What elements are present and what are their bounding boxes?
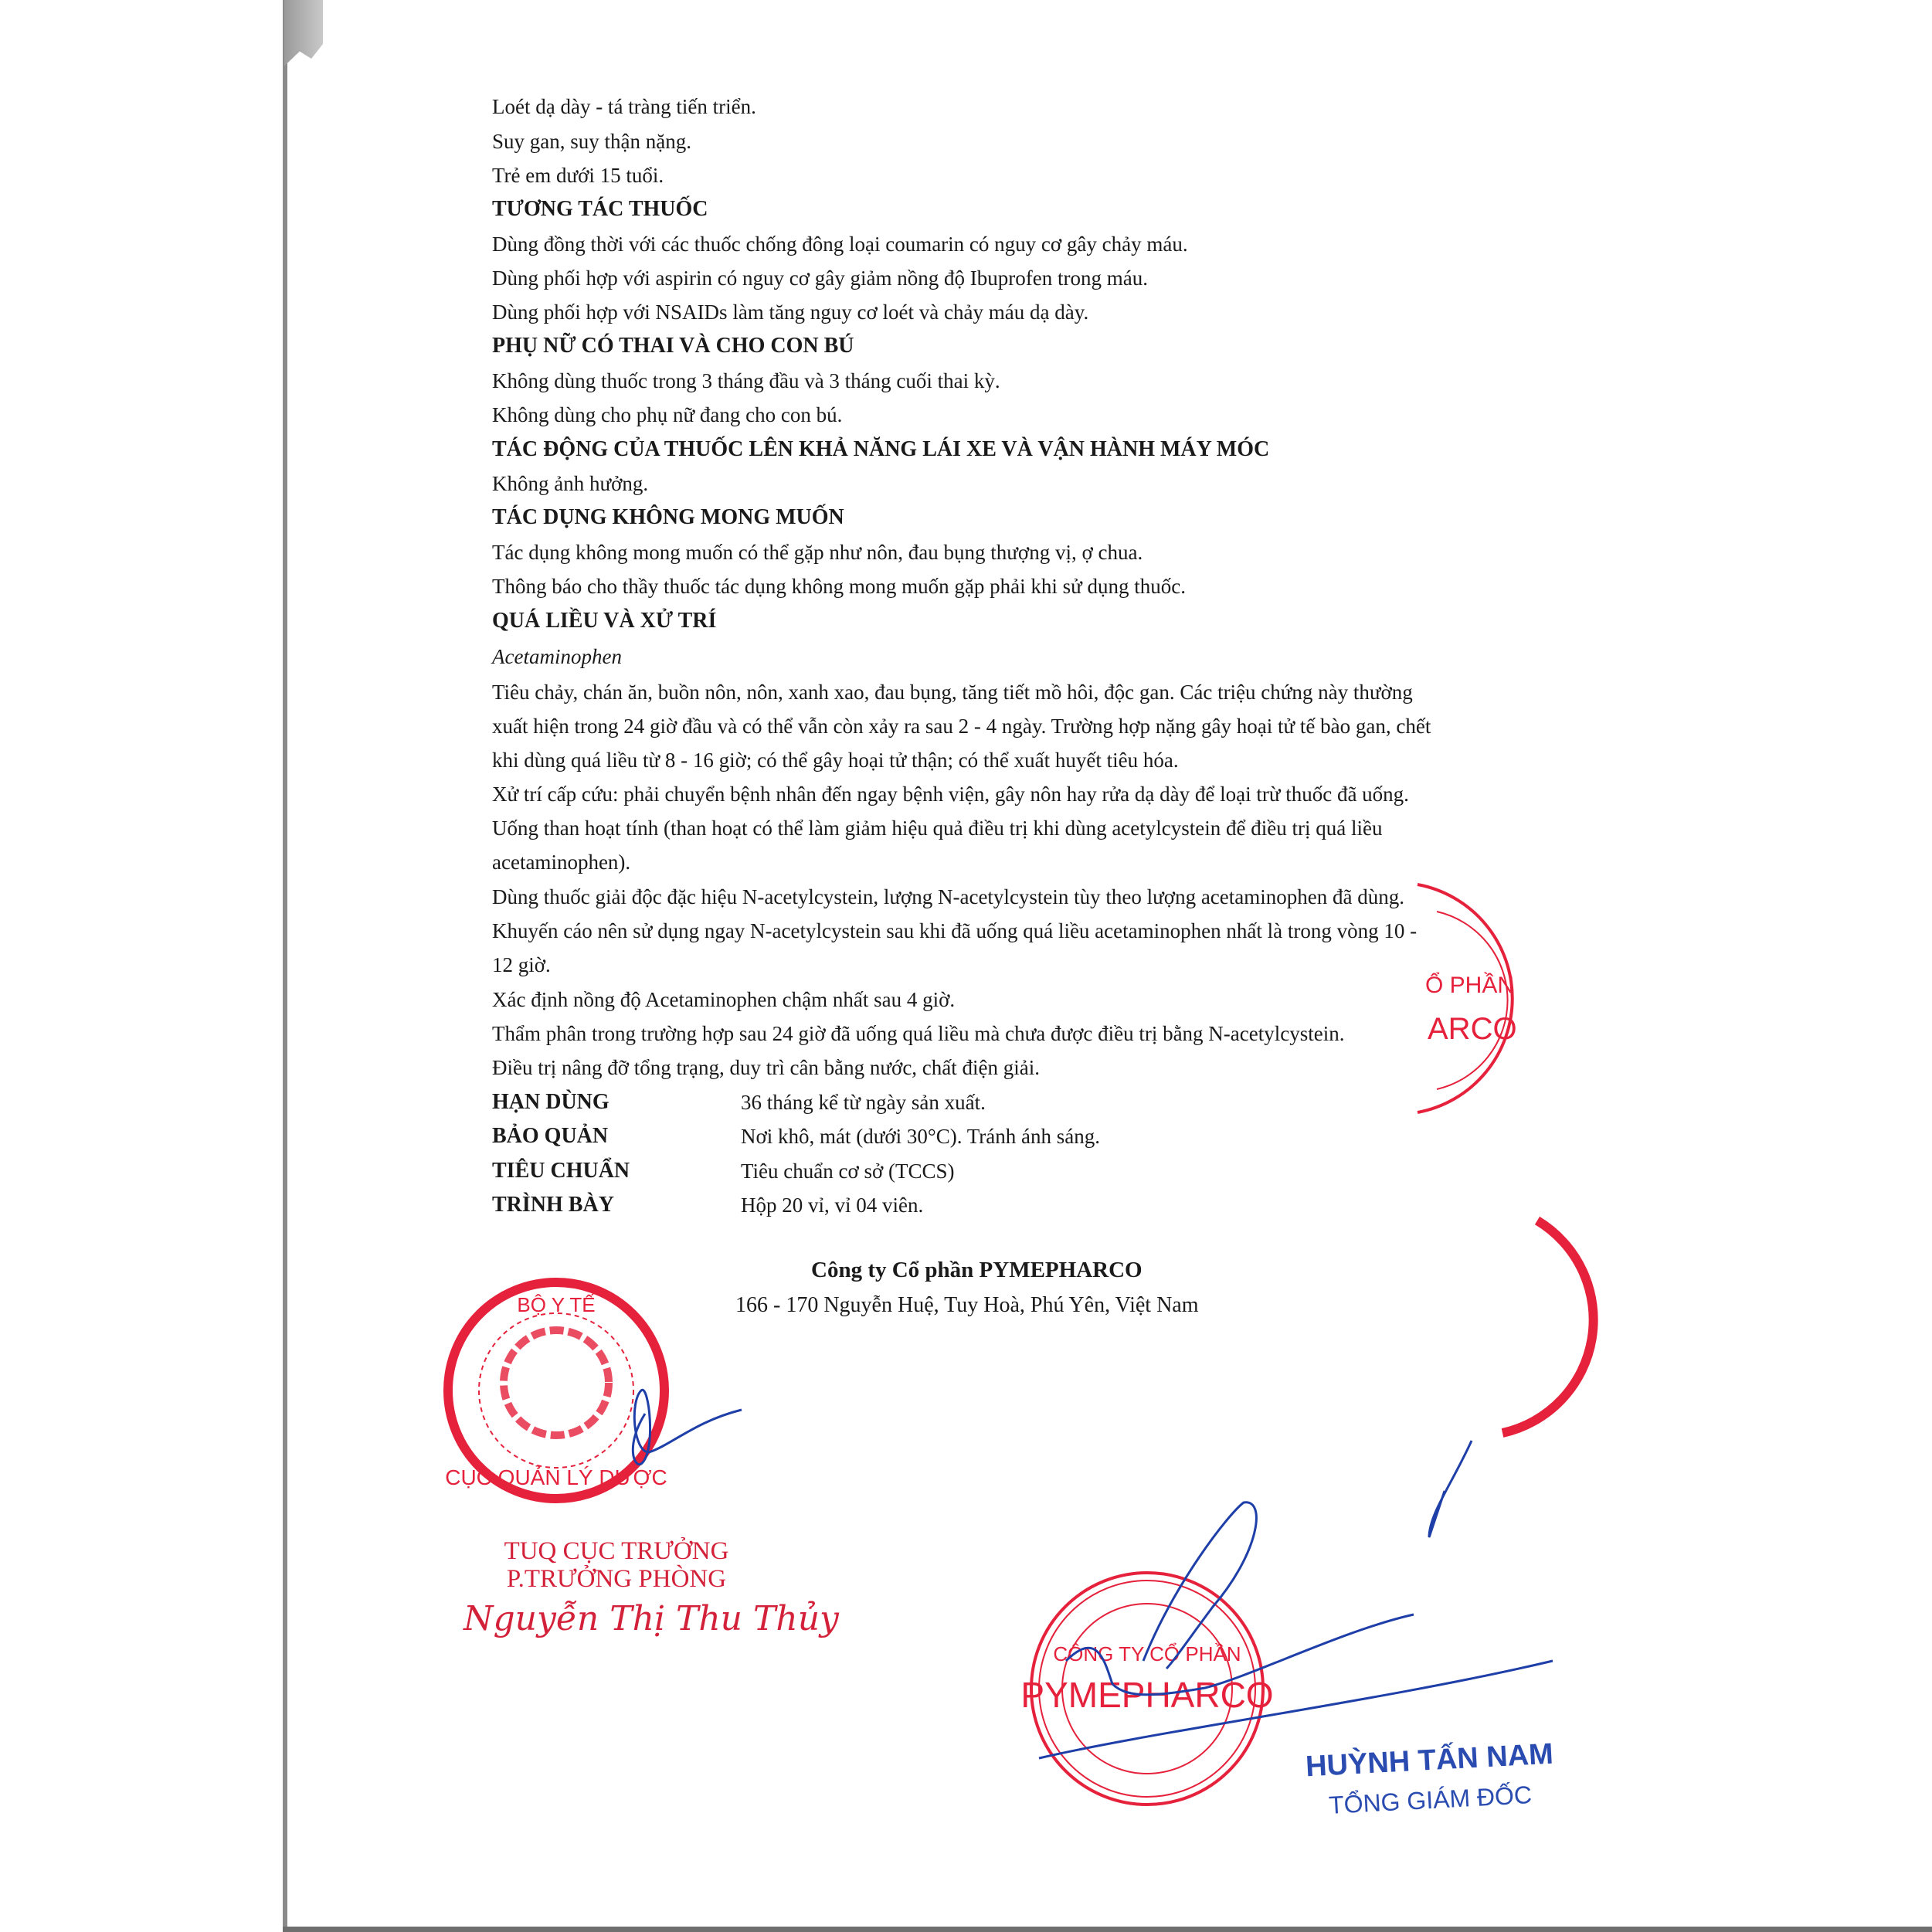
company-address: 166 - 170 Nguyễn Huệ, Tuy Hoà, Phú Yên, Việt Nam [735, 1293, 1199, 1317]
svg-text:CỤC QUẢN LÝ DƯỢC: CỤC QUẢN LÝ DƯỢC [445, 1465, 667, 1489]
body-line: Điều trị nâng đỡ tổng trạng, duy trì cân bằng nước, chất điện giải. [492, 1056, 1041, 1079]
left-signature-stroke [633, 1390, 742, 1464]
company-name: Công ty Cổ phần PYMEPHARCO [811, 1258, 1143, 1282]
body-line: Dùng đồng thời với các thuốc chống đông loại coumarin có nguy cơ gây chảy máu. [492, 233, 1188, 256]
body-line: Xử trí cấp cứu: phải chuyển bệnh nhân đến ngay bệnh viện, gây nôn hay rửa dạ dày để loại trừ thuốc đã uống. [492, 783, 1409, 806]
body-line: Uống than hoạt tính (than hoạt có thể làm giảm hiệu quả điều trị khi dùng acetylcystein để điều trị quá liều [492, 817, 1383, 840]
left-signatory-name: Nguyễn Thị Thu Thủy [463, 1599, 839, 1638]
spec-value-standard: Tiêu chuẩn cơ sở (TCCS) [741, 1160, 955, 1183]
left-signatory-title [501, 1537, 732, 1593]
spec-value-storage: Nơi khô, mát (dưới 30°C). Tránh ánh sáng. [741, 1125, 1100, 1148]
body-line: Dùng thuốc giải độc đặc hiệu N-acetylcystein, lượng N-acetylcystein tùy theo lượng acetaminophen đã dùng. [492, 885, 1404, 908]
right-signature-stroke [1039, 1502, 1553, 1758]
section-heading-pregnancy: PHỤ NỮ CÓ THAI VÀ CHO CON BÚ [492, 334, 854, 358]
body-line: acetaminophen). [492, 851, 631, 874]
svg-text:CÔNG TY CỔ PHẦN: CÔNG TY CỔ PHẦN [1053, 1642, 1241, 1665]
body-line: Trẻ em dưới 15 tuổi. [492, 164, 664, 187]
body-line: Không ảnh hưởng. [492, 472, 649, 495]
body-line: Dùng phối hợp với NSAIDs làm tăng nguy cơ loét và chảy máu dạ dày. [492, 300, 1089, 324]
body-line: Không dùng cho phụ nữ đang cho con bú. [492, 403, 843, 426]
svg-text:PYMEPHARCO: PYMEPHARCO [1020, 1675, 1274, 1715]
body-line: Dùng phối hợp với aspirin có nguy cơ gây giảm nồng độ Ibuprofen trong máu. [492, 267, 1148, 290]
partial-company-stamp-top [1418, 885, 1517, 1112]
body-line: Suy gan, suy thận nặng. [492, 130, 691, 153]
ministry-stamp [445, 1282, 667, 1499]
right-initial-stroke [1429, 1441, 1472, 1537]
svg-text:BỘ Y TẾ: BỘ Y TẾ [517, 1293, 596, 1316]
left-signatory-title-line1: TUQ CỤC TRƯỞNG [504, 1537, 729, 1565]
body-line: 12 giờ. [492, 953, 551, 976]
right-signatory-name: HUỲNH TẤN NAM [1305, 1737, 1554, 1784]
body-line: Loét dạ dày - tá tràng tiến triển. [492, 95, 756, 118]
partial-ministry-stamp-right [1502, 1221, 1594, 1433]
body-line: xuất hiện trong 24 giờ đầu và có thể vẫn còn xảy ra sau 2 - 4 ngày. Trường hợp nặng gây hoại tử tế bào gan, chết [492, 715, 1431, 738]
body-line: Thông báo cho thầy thuốc tác dụng không mong muốn gặp phải khi sử dụng thuốc. [492, 575, 1187, 598]
left-signatory-title-line2: P.TRƯỞNG PHÒNG [506, 1565, 727, 1593]
spec-value-shelf-life: 36 tháng kể từ ngày sản xuất. [741, 1091, 986, 1114]
body-line: Khuyến cáo nên sử dụng ngay N-acetylcystein sau khi đã uống quá liều acetaminophen nhất là trong vòng 10 - [492, 919, 1418, 942]
spec-label-shelf-life: HẠN DÙNG [492, 1090, 609, 1114]
svg-text:ARCO: ARCO [1428, 1012, 1517, 1046]
spec-label-packaging: TRÌNH BÀY [492, 1193, 614, 1217]
section-heading-side-effects: TÁC DỤNG KHÔNG MONG MUỐN [492, 505, 844, 529]
svg-text:Ổ PHẦN: Ổ PHẦN [1425, 973, 1515, 998]
body-line: Xác định nồng độ Acetaminophen chậm nhất sau 4 giờ. [492, 988, 956, 1011]
body-line: Tiêu chảy, chán ăn, buồn nôn, nôn, xanh xao, đau bụng, tăng tiết mồ hôi, độc gan. Các triệu chứng này thường [492, 681, 1413, 704]
right-signatory-title: TỔNG GIÁM ĐỐC [1328, 1781, 1533, 1819]
section-heading-overdose: QUÁ LIỀU VÀ XỬ TRÍ [492, 609, 717, 633]
body-line: Tác dụng không mong muốn có thể gặp như nôn, đau bụng thượng vị, ợ chua. [492, 541, 1143, 564]
section-heading-interactions: TƯƠNG TÁC THUỐC [492, 197, 708, 221]
body-line: Thẩm phân trong trường hợp sau 24 giờ đã uống quá liều mà chưa được điều trị bằng N-acetylcystein. [492, 1022, 1345, 1045]
section-subheading: Acetaminophen [492, 645, 622, 668]
section-heading-driving: TÁC ĐỘNG CỦA THUỐC LÊN KHẢ NĂNG LÁI XE VÀ VẬN HÀNH MÁY MÓC [492, 437, 1270, 461]
spec-label-storage: BẢO QUẢN [492, 1124, 609, 1148]
company-stamp [1020, 1573, 1273, 1805]
body-line: khi dùng quá liều từ 8 - 16 giờ; có thể gây hoại tử thận; có thể xuất huyết tiêu hóa. [492, 749, 1179, 772]
spec-value-packaging: Hộp 20 vỉ, vỉ 04 viên. [741, 1193, 924, 1217]
spec-label-standard: TIÊU CHUẨN [492, 1159, 630, 1183]
body-line: Không dùng thuốc trong 3 tháng đầu và 3 tháng cuối thai kỳ. [492, 369, 1000, 392]
